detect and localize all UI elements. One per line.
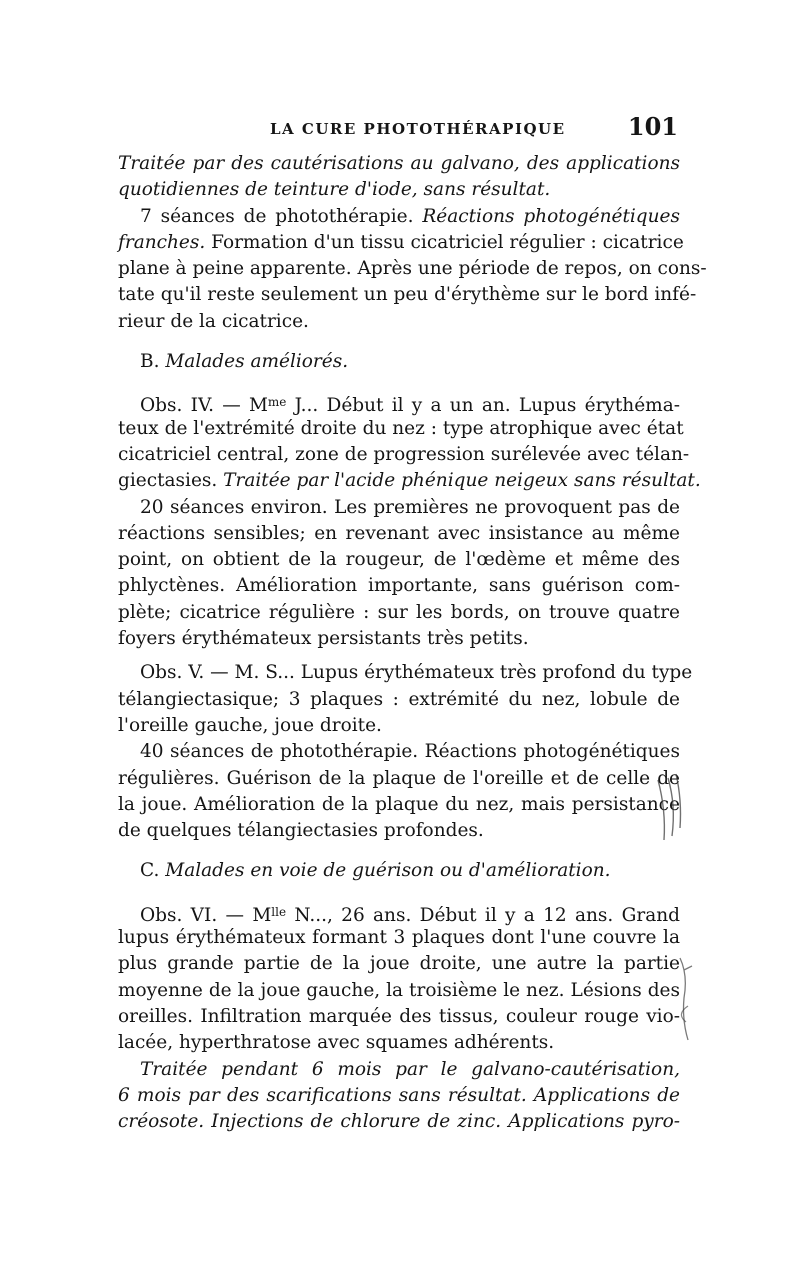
text-line bbox=[118, 899, 680, 925]
text-line: plète; cicatrice régulière : sur les bords, on trouve quatre bbox=[118, 601, 680, 623]
text-line: créosote. Injections de chlorure de zinc. Applications pyro- bbox=[118, 1111, 680, 1133]
text-line: foyers érythémateux persistants très petits. bbox=[118, 628, 529, 650]
text-run-italic: franches. bbox=[118, 231, 206, 253]
text-line: tate qu'il reste seulement un peu d'érythème sur le bord infé- bbox=[118, 284, 697, 306]
text-line: teux de l'extrémité droite du nez : type atrophique avec état bbox=[118, 417, 684, 439]
text-line: lacée, hyperthratose avec squames adhérents. bbox=[118, 1032, 555, 1054]
text-line: moyenne de la joue gauche, la troisième le nez. Lésions des bbox=[118, 979, 680, 1001]
text-line: plane à peine apparente. Après une période de repos, on cons- bbox=[118, 258, 707, 280]
text-line: l'oreille gauche, joue droite. bbox=[118, 714, 382, 736]
text-run-italic: Traitée par l'acide phénique neigeux sans résultat. bbox=[223, 470, 701, 492]
text-run: N..., 26 ans. Début il y a 12 ans. Grand bbox=[286, 904, 680, 926]
section-heading-b bbox=[118, 349, 680, 375]
section-title: Malades en voie de guérison ou d'amélioration. bbox=[165, 860, 611, 882]
observation-vi bbox=[118, 899, 680, 1136]
text-line: télangiectasique; 3 plaques : extrémité du nez, lobule de bbox=[118, 688, 680, 710]
text-run: 7 séances de photothérapie. bbox=[140, 205, 423, 227]
text-line: régulières. Guérison de la plaque de l'oreille et de celle de bbox=[118, 767, 680, 789]
body-text bbox=[118, 151, 707, 1135]
text-line: lupus érythémateux formant 3 plaques dont l'une couvre la bbox=[118, 927, 680, 949]
text-line: cicatriciel central, zone de progression surélevée avec télan- bbox=[118, 443, 690, 465]
text-line: Obs. V. — M. S... Lupus érythémateux très profond du type bbox=[140, 662, 693, 684]
text-line bbox=[118, 204, 680, 230]
text-line: phlyctènes. Amélioration importante, sans guérison com- bbox=[118, 575, 680, 597]
paragraph-treatment-summary bbox=[118, 151, 680, 204]
observation-label: Obs. IV. — M bbox=[140, 395, 268, 417]
text-line: la joue. Amélioration de la plaque du nez, mais persistance bbox=[118, 793, 680, 815]
superscript: me bbox=[267, 395, 287, 410]
section-letter: B. bbox=[140, 351, 166, 373]
text-line: Traitée par des cautérisations au galvano, des applications bbox=[118, 153, 680, 174]
text-line bbox=[118, 389, 680, 415]
section-title: Malades améliorés. bbox=[165, 351, 349, 373]
section-letter: C. bbox=[140, 860, 166, 882]
text-line bbox=[118, 468, 701, 494]
text-line: point, on obtient de la rougeur, de l'œdème et même des bbox=[118, 549, 680, 571]
observation-v bbox=[118, 660, 693, 844]
running-title: LA CURE PHOTOTHÉRAPIQUE bbox=[270, 120, 566, 138]
text-line: de quelques télangiectasies profondes. bbox=[118, 820, 484, 842]
page-header bbox=[118, 112, 678, 142]
text-run-italic: Réactions photogénétiques bbox=[422, 205, 681, 227]
observation-label: Obs. VI. — M bbox=[140, 904, 272, 926]
paragraph-phototherapy-result bbox=[118, 204, 707, 335]
text-line: réactions sensibles; en revenant avec insistance au même bbox=[118, 522, 680, 544]
text-run: giectasies. bbox=[118, 470, 224, 492]
text-run: J... Début il y a un an. Lupus érythéma- bbox=[286, 395, 680, 417]
text-run: Formation d'un tissu cicatriciel régulier : cicatrice bbox=[205, 231, 684, 253]
observation-iv bbox=[118, 389, 701, 652]
text-line: oreilles. Infiltration marquée des tissus, couleur rouge vio- bbox=[118, 1005, 680, 1027]
text-line: 20 séances environ. Les premières ne provoquent pas de bbox=[140, 496, 680, 518]
superscript: lle bbox=[271, 904, 287, 919]
text-line: plus grande partie de la joue droite, une autre la partie bbox=[118, 953, 680, 975]
text-line: 40 séances de photothérapie. Réactions photogénétiques bbox=[140, 741, 680, 763]
text-line bbox=[118, 230, 684, 256]
text-line: 6 mois par des scarifications sans résultat. Applications de bbox=[118, 1084, 680, 1106]
text-line: quotidiennes de teinture d'iode, sans résultat. bbox=[118, 179, 551, 201]
text-line: Traitée pendant 6 mois par le galvano-cautérisation, bbox=[140, 1058, 680, 1080]
page-number: 101 bbox=[627, 112, 678, 141]
text-line: rieur de la cicatrice. bbox=[118, 310, 309, 332]
section-heading-c bbox=[118, 858, 680, 884]
